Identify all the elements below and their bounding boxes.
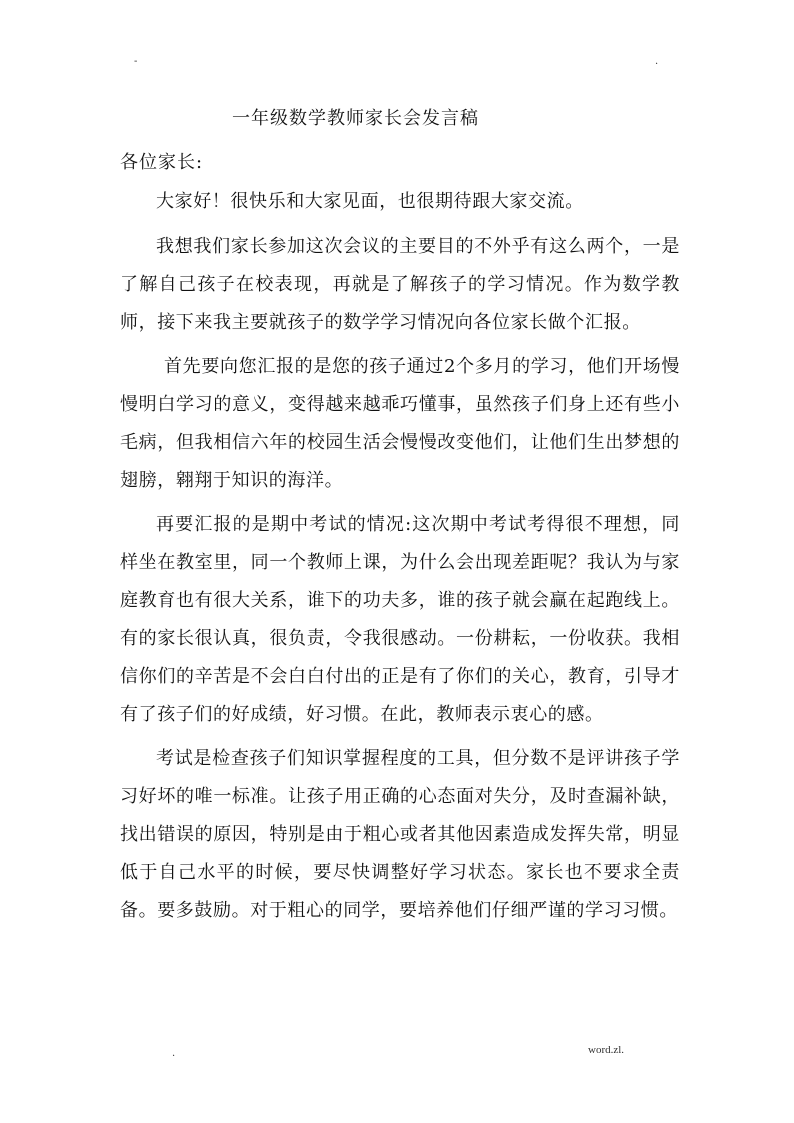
header-right-mark: . <box>655 56 659 67</box>
paragraph-exam-advice: 考试是检查孩子们知识掌握程度的工具，但分数不是评讲孩子学习好坏的唯一标准。让孩子用正确的心态面对失分，及时查漏补缺，找出错误的原因，特别是由于粗心或者其他因素造成发挥失常，明显低于自己水平的时候，要尽快调整好学习状态。家长也不要求全责备。要多鼓励。对于粗心的同学，要培养他们仔细严谨的学习习惯。 <box>120 748 680 921</box>
salutation: 各位家长: <box>120 152 204 173</box>
footer-left-mark: . <box>172 1048 176 1059</box>
footer-source: word.zl. <box>588 1044 625 1056</box>
document-title: 一年级数学教师家长会发言稿 <box>232 108 479 129</box>
paragraph-progress: 首先要向您汇报的是您的孩子通过2个多月的学习，他们开场慢慢明白学习的意义，变得越来越乖巧懂事，虽然孩子们身上还有些小毛病，但我相信六年的校园生活会慢慢改变他们，让他们生出梦想的翅膀，翱翔于知识的海洋。 <box>120 356 680 491</box>
document-body <box>120 183 680 930</box>
paragraph-midterm: 再要汇报的是期中考试的情况:这次期中考试考得很不理想，同样坐在教室里，同一个教师上课，为什么会出现差距呢？我认为与家庭教育也有很大关系，谁下的功夫多，谁的孩子就会赢在起跑线上。有的家长很认真，很负责，令我很感动。一份耕耘，一份收获。我相信你们的辛苦是不会白白付出的正是有了你们的关心，教育，引导才有了孩子们的好成绩，好习惯。在此，教师表示衷心的感。 <box>120 514 680 725</box>
paragraph-purpose: 我想我们家长参加这次会议的主要目的不外乎有这么两个，一是了解自己孩子在校表现，再就是了解孩子的学习情况。作为数学教师，接下来我主要就孩子的数学学习情况向各位家长做个汇报。 <box>120 236 680 333</box>
paragraph-greeting: 大家好！很快乐和大家见面，也很期待跟大家交流。 <box>156 191 584 212</box>
header-left-mark: - <box>134 56 138 67</box>
